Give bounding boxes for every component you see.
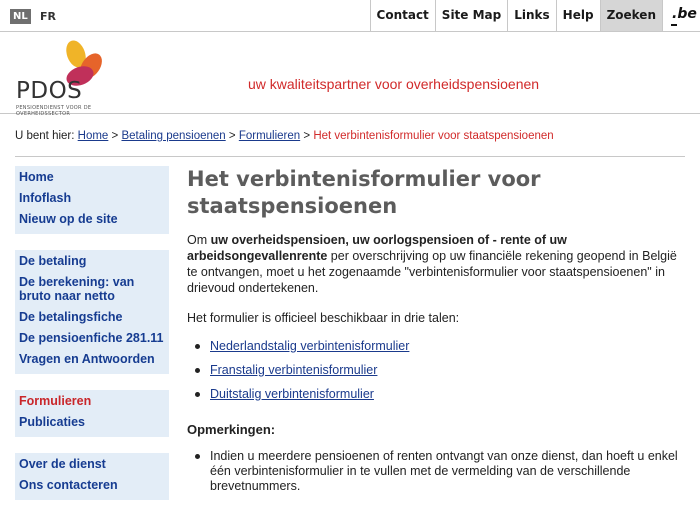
nav-zoeken[interactable]: Zoeken [600, 0, 662, 31]
sidebar-item-de-betaling[interactable]: De betaling [19, 254, 87, 268]
breadcrumb-separator: > [111, 130, 119, 142]
breadcrumb-betaling-pensioenen[interactable]: Betaling pensioenen [121, 130, 226, 142]
sidebar-group-betaling [15, 250, 169, 374]
nav-links[interactable]: Links [507, 0, 555, 31]
be-logo-text: .be [672, 6, 697, 22]
language-fr[interactable]: FR [40, 10, 56, 23]
breadcrumb-current: Het verbintenisformulier voor staatspensioenen [313, 130, 554, 142]
languages-paragraph: Het formulier is officieel beschikbaar in drie talen: [187, 311, 460, 325]
logo-subtext: PENSIOENDIENST VOOR DE OVERHEIDSSECTOR [16, 105, 92, 117]
top-nav [370, 0, 700, 31]
site-header [0, 32, 700, 117]
sidebar-item-pensioenfiche[interactable]: De pensioenfiche 281.11 [19, 331, 164, 345]
intro-text-pre: Om [187, 233, 211, 247]
form-links-list [187, 338, 687, 402]
breadcrumb-separator: > [228, 130, 236, 142]
site-tagline: uw kwaliteitspartner voor overheidspensioenen [248, 76, 540, 92]
be-logo-bar [671, 24, 677, 26]
page-title: Het verbintenisformulier voor staatspensioenen [187, 167, 541, 218]
breadcrumb-separator: > [303, 130, 311, 142]
list-item: Indien u meerdere pensioenen of renten ontvangt van onze dienst, dan hoeft u enkel één verbintenisformulier in te vullen met de vermelding van de verschillende brevetnummers. [187, 449, 687, 494]
belgium-be-logo[interactable] [662, 0, 700, 31]
sidebar-group-general [15, 166, 169, 234]
nav-help[interactable]: Help [556, 0, 600, 31]
sidebar-nav [15, 166, 169, 511]
breadcrumb-prefix: U bent hier: [15, 130, 75, 142]
header-divider [15, 156, 685, 157]
sidebar-group-about [15, 453, 169, 500]
list-item [187, 386, 687, 402]
intro-text-bold: uw overheidspensioen, uw oorlogspensioen of - rente of uw arbeidsongevallenrente [187, 233, 567, 263]
link-nederlandstalig-form[interactable]: Nederlandstalig verbintenisformulier [210, 339, 410, 353]
link-franstalig-form[interactable]: Franstalig verbintenisformulier [210, 363, 378, 377]
sidebar-item-publicaties[interactable]: Publicaties [19, 415, 85, 429]
sidebar-item-home[interactable]: Home [19, 170, 54, 184]
remarks-heading: Opmerkingen: [187, 422, 276, 437]
intro-paragraph [187, 232, 687, 296]
sidebar-item-formulieren[interactable]: Formulieren [19, 394, 92, 408]
top-bar [0, 0, 700, 32]
nav-site-map[interactable]: Site Map [435, 0, 507, 31]
language-nl[interactable]: NL [10, 9, 31, 24]
sidebar-item-ons-contacteren[interactable]: Ons contacteren [19, 478, 118, 492]
sidebar-group-documents [15, 390, 169, 437]
link-duitstalig-form[interactable]: Duitstalig verbintenisformulier [210, 387, 374, 401]
sidebar-item-betalingsfiche[interactable]: De betalingsfiche [19, 310, 123, 324]
sidebar-item-nieuw[interactable]: Nieuw op de site [19, 212, 118, 226]
sidebar-item-de-berekening[interactable]: De berekening: van bruto naar netto [19, 275, 135, 303]
sidebar-item-over-de-dienst[interactable]: Over de dienst [19, 457, 106, 471]
nav-contact[interactable]: Contact [370, 0, 435, 31]
list-item [187, 338, 687, 354]
main-content [187, 166, 687, 494]
logo-wordmark: PDOS [16, 78, 83, 104]
intro-text-post: per overschrijving op uw financiële rekening geopend in België te ontvangen, moet u het zogenaamde "verbintenisformulier voor staatspensioenen" in drievoud ondertekenen. [187, 249, 677, 295]
remarks-list [187, 449, 687, 494]
sidebar-item-vragen[interactable]: Vragen en Antwoorden [19, 352, 155, 366]
breadcrumb-formulieren[interactable]: Formulieren [238, 130, 301, 142]
breadcrumb [15, 130, 554, 142]
list-item [187, 362, 687, 378]
breadcrumb-home[interactable]: Home [77, 130, 109, 142]
sidebar-item-infoflash[interactable]: Infoflash [19, 191, 72, 205]
